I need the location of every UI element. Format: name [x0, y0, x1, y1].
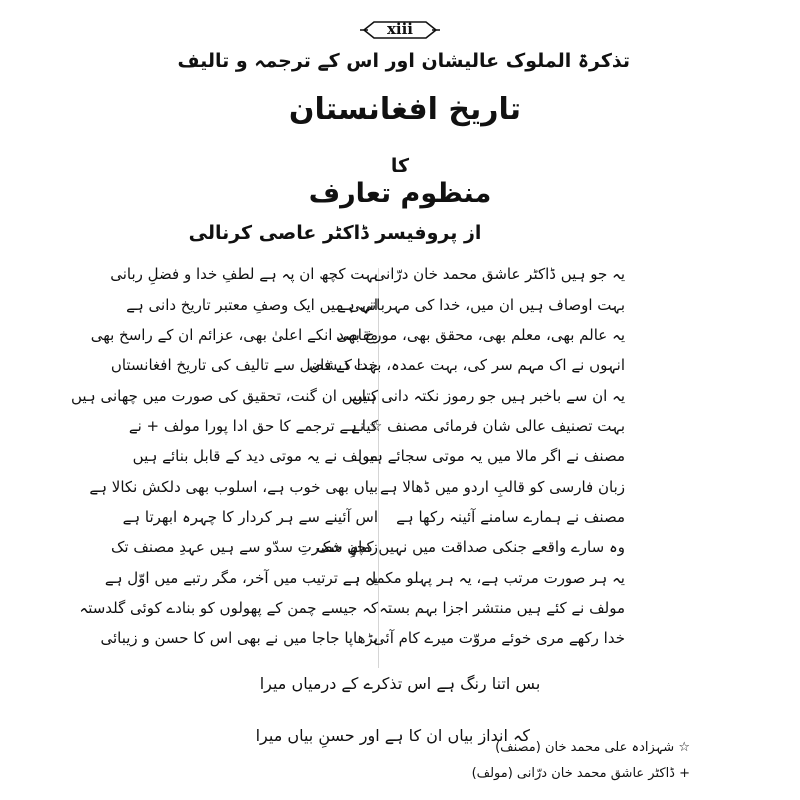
title-connector: کا: [390, 155, 410, 177]
poem-line: مولف نے یہ موتی دید کے قابل بنائے ہیں: [132, 447, 378, 465]
poem-line: انہی میں ایک وصفِ معتبر تاریخ دانی ہے: [126, 296, 378, 314]
poem-line: زمانِ حضرتِ سدّو سے ہیں عہدِ مصنف تک: [110, 538, 378, 556]
poem-line: اس آئینے سے ہر کردار کا چہرہ ابھرتا ہے: [122, 508, 378, 526]
poem-line: مولف نے کئے ہیں منتشر اجزا بہم بستہ: [379, 599, 625, 617]
poem-line: کہ جیسے چمن کے پھولوں کو بنادے کوئی گلدستہ: [79, 599, 378, 617]
closing-line: کہ انداز بیاں ان کا ہے اور حسنِ بیاں میرا: [255, 726, 530, 745]
poem-line: مصنف نے ہمارے سامنے آئینہ رکھا ہے: [396, 508, 625, 526]
closing-line: بس اتنا رنگ ہے اس تذکرے کے درمیاں میرا: [259, 674, 541, 693]
poem-line: خدا رکھے مری خوئے مروّت میرے کام آئی: [373, 629, 625, 647]
section-heading: منظوم تعارف: [308, 178, 492, 209]
poem-line: بیاں بھی خوب ہے، اسلوب بھی دلکش نکالا ہے: [89, 478, 378, 496]
poem-author: از پروفیسر ڈاکٹر عاصی کرنالی: [188, 222, 482, 244]
book-subtitle: تذکرۃ الملوک عالیشان اور اس کے ترجمہ و تالیف: [177, 50, 630, 72]
poem-line: یہ عالم بھی، معلم بھی، محقق بھی، مورخ بھی: [336, 326, 625, 344]
poem-line: مصنف نے اگر مالا میں یہ موتی سجائے ہیں: [358, 447, 625, 465]
book-title: تاریخ افغانستان: [288, 92, 522, 127]
poem-line: یہ جو ہیں ڈاکٹر عاشق محمد خان درّانی: [373, 265, 625, 283]
footnote: ☆ شہزادہ علی محمد خان (مصنف): [495, 740, 690, 755]
poem-line: خدا کے فضل سے تالیف کی تاریخ افغانستاں: [110, 356, 378, 374]
poem-line: بڑھاپا جاجا میں نے بھی اس کا حسن و زیبائی: [100, 629, 378, 647]
poem-line: یہ ہے ترتیب میں آخر، مگر رتبے میں اوّل ہے: [104, 569, 378, 587]
poem-line: کیا ہے ترجمے کا حق ادا پورا مولف + نے: [128, 417, 378, 435]
poem-line: بہت کچھ ان پہ ہے لطفِ خدا و فضلِ ربانی: [110, 265, 378, 283]
poem-line: زبان فارسی کو قالبِ اردو میں ڈھالا ہے: [380, 478, 625, 496]
footnote: + ڈاکٹر عاشق محمد خان درّانی (مولف): [471, 766, 690, 781]
poem-line: وہ سارے واقعے جنکی صداقت میں نہیں کچھ شک: [316, 538, 625, 556]
poem-line: مقاصد انکے اعلیٰ بھی، عزائم ان کے راسخ بھی: [90, 326, 378, 344]
poem-line: انہوں نے اک مہم سر کی، بہت عمدہ، بہت ذیشاں: [309, 356, 625, 374]
poem-line: بہت اوصاف ہیں ان میں، خدا کی مہربانی ہے: [337, 296, 625, 314]
page-number-ornament: [360, 16, 440, 44]
poem-line: بہت تصنیف عالی شان فرمائی مصنف ☆ نے: [351, 417, 625, 435]
poem-line: کتابیں ان گنت، تحقیق کی صورت میں چھانی ہیں: [70, 387, 378, 405]
poem-line: یہ ہر صورت مرتب ہے، یہ ہر پہلو مکمل ہے: [342, 569, 625, 587]
poem-line: یہ ان سے باخبر ہیں جو رموز نکتہ دانی ہیں: [351, 387, 625, 405]
page-number: xiii: [386, 20, 414, 38]
